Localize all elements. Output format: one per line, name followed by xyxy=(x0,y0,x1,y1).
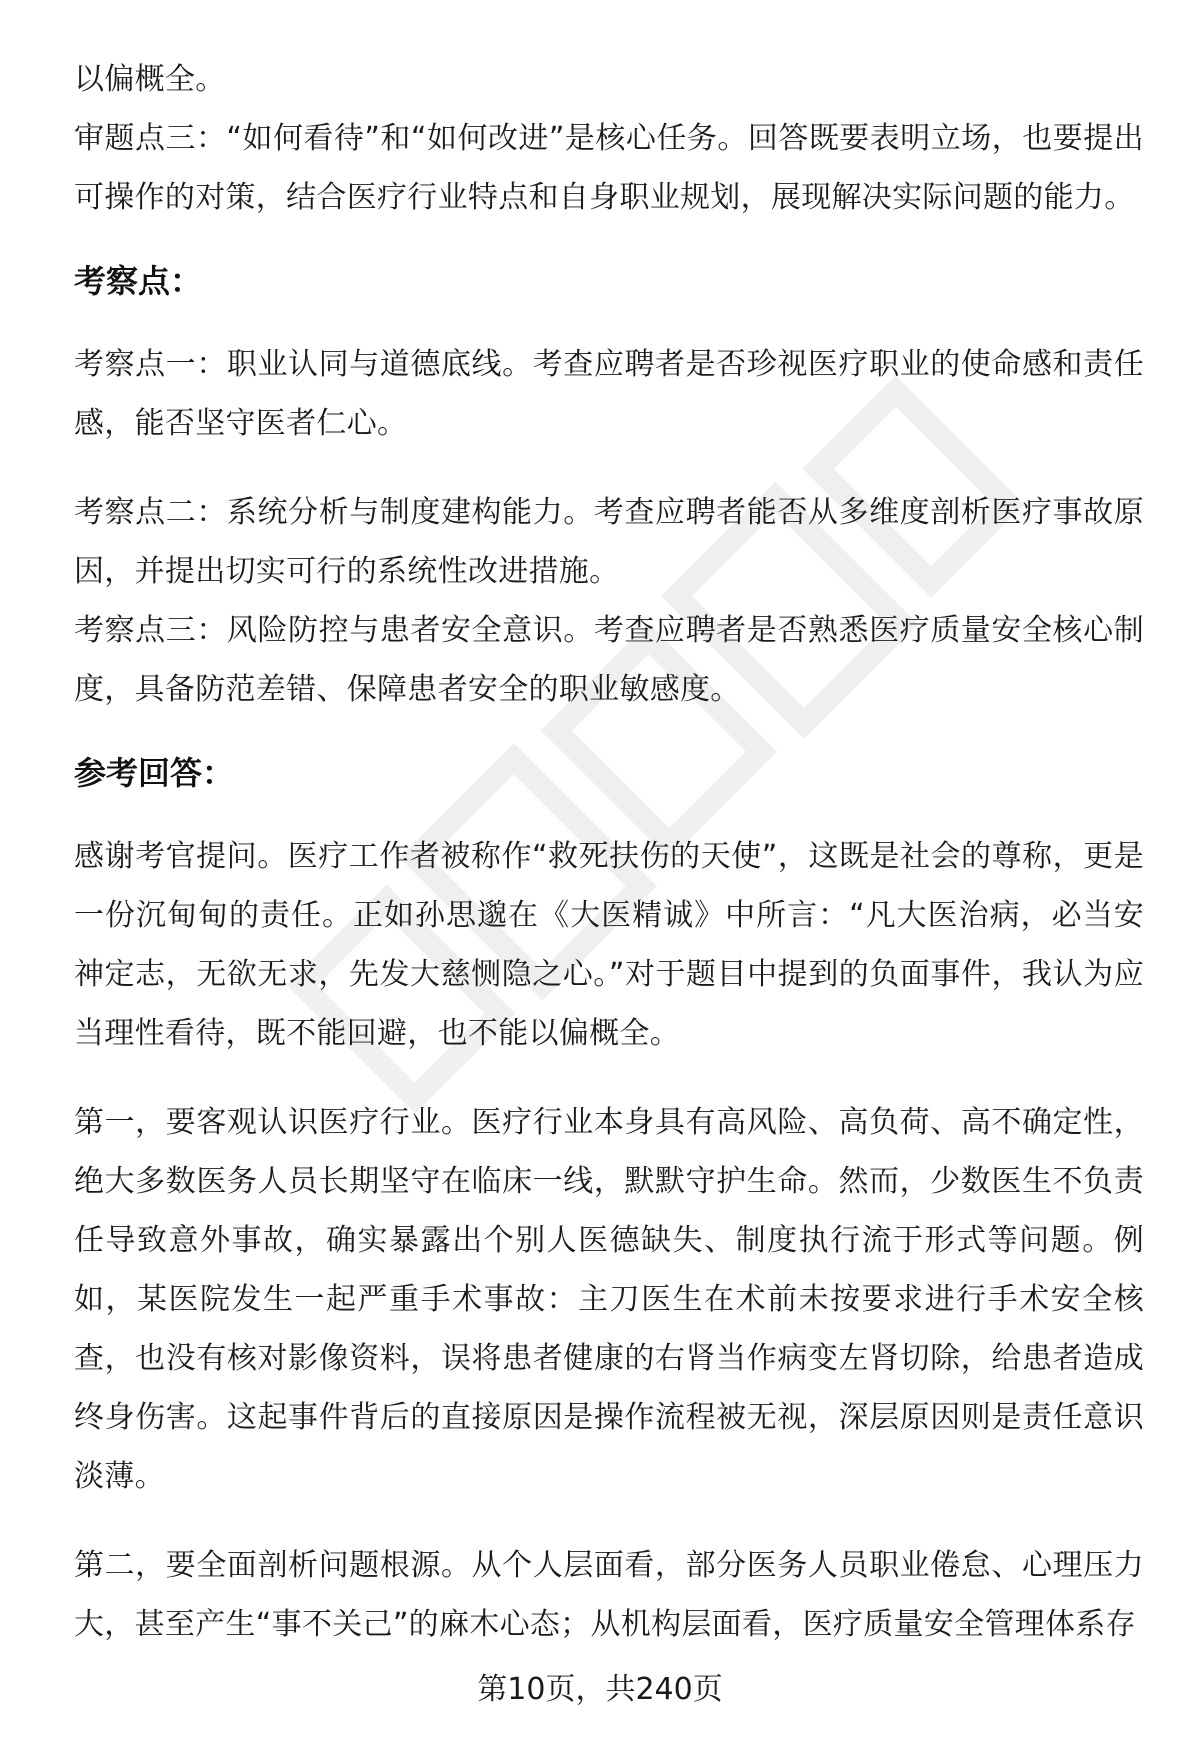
document-body xyxy=(74,50,1144,1654)
paragraph-exam-point-2: 考察点二：系统分析与制度建构能力。考查应聘者能否从多维度剖析医疗事故原因，并提出切实可行的系统性改进措施。 xyxy=(74,495,1144,589)
paragraph-answer-first: 第一，要客观认识医疗行业。医疗行业本身具有高风险、高负荷、高不确定性，绝大多数医务人员长期坚守在临床一线，默默守护生命。然而，少数医生不负责任导致意外事故，确实暴露出个别人医德缺失、制度执行流于形式等问题。例如，某医院发生一起严重手术事故：主刀医生在术前未按要求进行手术安全核查，也没有核对影像资料，误将患者健康的右肾当作病变左肾切除，给患者造成终身伤害。这起事件背后的直接原因是操作流程被无视，深层原因则是责任意识淡薄。 xyxy=(74,1105,1144,1494)
paragraph-exam-point-1: 考察点一：职业认同与道德底线。考查应聘者是否珍视医疗职业的使命感和责任感，能否坚守医者仁心。 xyxy=(74,347,1144,441)
paragraph-continuation: 以偏概全。 xyxy=(74,62,226,97)
paragraph-answer-second: 第二，要全面剖析问题根源。从个人层面看，部分医务人员职业倦怠、心理压力大，甚至产生“事不关己”的麻木心态；从机构层面看，医疗质量安全管理体系存 xyxy=(74,1548,1144,1642)
paragraph-answer-intro: 感谢考官提问。医疗工作者被称作“救死扶伤的天使”，这既是社会的尊称，更是一份沉甸甸的责任。正如孙思邈在《大医精诚》中所言：“凡大医治病，必当安神定志，无欲无求，先发大慈恻隐之心。”对于题目中提到的负面事件，我认为应当理性看待，既不能回避，也不能以偏概全。 xyxy=(74,839,1144,1051)
heading-reference-answer: 参考回答： xyxy=(74,754,235,792)
heading-examination-points: 考察点： xyxy=(74,262,203,300)
paragraph-exam-point-3: 考察点三：风险防控与患者安全意识。考查应聘者是否熟悉医疗质量安全核心制度，具备防范差错、保障患者安全的职业敏感度。 xyxy=(74,613,1144,707)
page-number: 第10页，共240页 xyxy=(477,1672,723,1707)
paragraph-review-point-3: 审题点三：“如何看待”和“如何改进”是核心任务。回答既要表明立场，也要提出可操作的对策，结合医疗行业特点和自身职业规划，展现解决实际问题的能力。 xyxy=(74,121,1144,215)
